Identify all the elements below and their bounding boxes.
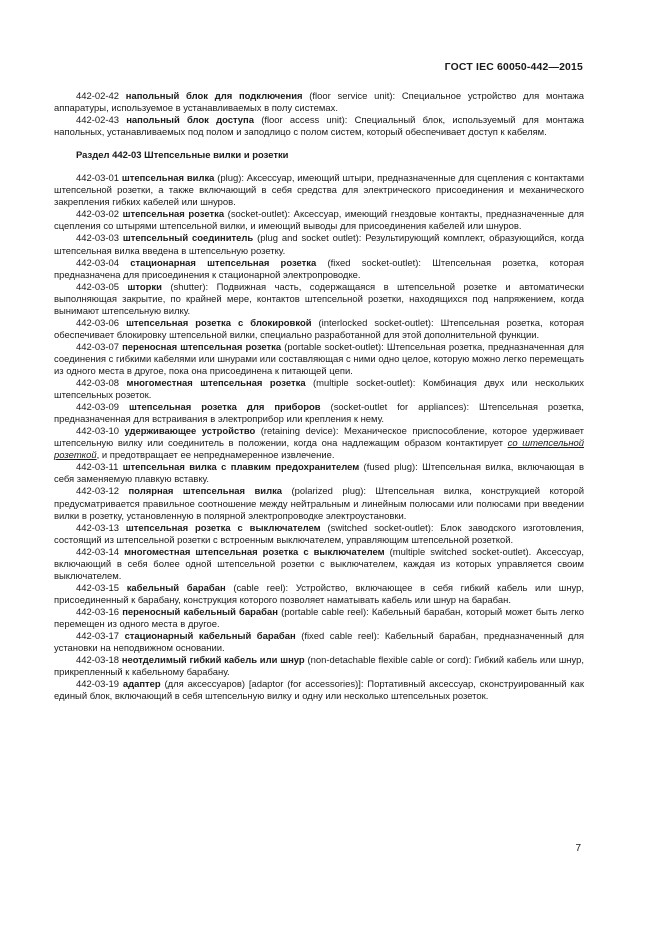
term-entry — [54, 486, 584, 522]
standard-header: ГОСТ IEC 60050-442—2015 — [444, 62, 583, 73]
term-definition: (switched socket-outlet): Блок заводского изготовления, состоящий из штепсельной розетки с встроенным выключателем, управляющим штепсельной розеткой. — [54, 522, 584, 546]
term-code: 442-03-01 — [76, 173, 120, 185]
term-definition: (polarized plug): Штепсельная вилка, конструкцией которой предусматривается правильное соотношение между нейтральным и линейным полюсами или полюсами при введении вилки в розетку, установленную в полярной электропроводке электроустановки. — [54, 486, 584, 522]
term-code: 442-03-05 — [76, 281, 120, 293]
document-body — [54, 91, 584, 703]
term-name: напольный блок доступа — [126, 115, 255, 127]
page-number: 7 — [575, 843, 581, 854]
term-entry — [54, 258, 584, 282]
term-entry — [54, 209, 584, 233]
term-code: 442-03-12 — [76, 486, 120, 498]
term-definition: (cable reel): Устройство, включающее в себя гибкий кабель или шнур, присоединенный к барабану, конструкция которого позволяет наматывать кабель или шнур на барабан. — [54, 582, 585, 606]
term-code: 442-03-06 — [76, 317, 120, 329]
term-code: 442-03-09 — [76, 402, 120, 414]
term-name: штепсельная вилка — [121, 173, 215, 185]
term-reference: со штепсельной розеткой — [54, 438, 585, 462]
term-definition: (socket-outlet): Аксессуар, имеющий гнездовые контакты, предназначенные для сцепления со штырями штепсельной вилки, и имеющий выводы для присоединения кабелей или шнуров. — [54, 209, 585, 233]
term-code: 442-02-43 — [76, 115, 120, 127]
term-entry — [54, 233, 584, 257]
term-name: переносный кабельный барабан — [122, 606, 278, 618]
term-code: 442-02-42 — [76, 91, 120, 102]
term-name: многоместная штепсельная розетка — [126, 378, 306, 390]
term-entry — [54, 679, 584, 703]
term-code: 442-03-02 — [76, 209, 120, 221]
term-definition: (fused plug): Штепсельная вилка, включающая в себя заменяемую плавкую вставку. — [54, 462, 585, 486]
term-name: штепсельная вилка с плавким предохранителем — [122, 462, 360, 474]
term-name: переносная штепсельная розетка — [122, 341, 282, 353]
term-definition: (для аксессуаров) [adaptor (for accessories)]: Портативный аксессуар, сконструированный как единый блок, включающий в себя штепсельную вилку и одну или несколько штепсельных розеток. — [54, 679, 585, 703]
term-name: штепсельный соединитель — [122, 233, 254, 245]
term-name: стационарная штепсельная розетка — [130, 257, 317, 269]
term-entry — [54, 91, 584, 115]
term-code: 442-03-17 — [76, 631, 120, 643]
term-entry — [54, 607, 584, 631]
term-definition-cont: , и предотвращает ее непреднамеренное извлечение. — [96, 450, 335, 462]
term-definition: (socket-outlet for appliances): Штепсельная розетка, предназначенная для встраивания в электроприбор или крепления к нему. — [54, 402, 584, 426]
entries-group-a — [54, 91, 584, 139]
term-name: стационарный кабельный барабан — [124, 631, 296, 643]
term-code: 442-03-19 — [76, 679, 120, 691]
term-code: 442-03-04 — [76, 257, 120, 269]
term-definition: (multiple switched socket-outlet). Аксессуар, включающий в себя более одной штепсельной розетки с выключателем, каждая из которых управляется своим выключателем. — [54, 546, 584, 582]
term-code: 442-03-14 — [76, 546, 120, 558]
term-entry — [54, 173, 584, 209]
term-code: 442-03-13 — [76, 522, 120, 534]
term-definition: (portable socket-outlet): Штепсельная розетка, предназначенная для соединения с гибкими кабелями или шнурами или составляющая с ними одно целое, которую можно легко перемещать из одного места в другое, пока она присоединена к питающей цепи. — [54, 341, 584, 377]
term-code: 442-03-07 — [76, 341, 120, 353]
entries-group-b — [54, 173, 584, 703]
term-name: удерживающее устройство — [124, 426, 256, 438]
term-name: многоместная штепсельная розетка с выключателем — [124, 546, 385, 558]
term-definition: (non-detachable flexible cable or cord): Гибкий кабель или шнур, прикрепленный к кабельному барабану. — [54, 655, 584, 679]
term-definition: (plug): Аксессуар, имеющий штыри, предназначенные для сцепления с контактами штепсельной розетки, а также включающий в себя средства для электрического присоединения и механического закрепления гибких кабелей или шнуров. — [54, 173, 584, 209]
term-name: кабельный барабан — [126, 582, 226, 594]
term-code: 442-03-18 — [76, 655, 120, 667]
term-definition: (interlocked socket-outlet): Штепсельная розетка, которая обеспечивает блокировку штепсельной вилки, специально разработанной для этой дополнительной функции. — [54, 317, 584, 341]
term-code: 442-03-03 — [76, 233, 120, 245]
term-entry — [54, 462, 584, 486]
term-name: полярная штепсельная вилка — [128, 486, 283, 498]
term-definition: (plug and socket outlet): Результирующий комплект, образующийся, когда штепсельная вилка введена в штепсельную розетку. — [54, 233, 584, 257]
term-entry — [54, 115, 584, 139]
term-name: штепсельная розетка — [122, 209, 225, 221]
term-entry — [54, 402, 584, 426]
term-name: адаптер — [122, 679, 161, 691]
term-name: шторки — [127, 281, 162, 293]
term-entry — [54, 426, 584, 462]
term-name: штепсельная розетка с блокировкой — [126, 317, 312, 329]
term-entry — [54, 318, 584, 342]
section-title: Раздел 442-03 Штепсельные вилки и розетки — [76, 150, 289, 162]
term-definition: (fixed socket-outlet): Штепсельная розетка, которая предназначена для присоединения к стационарной электропроводке. — [54, 257, 585, 281]
term-code: 442-03-10 — [76, 426, 120, 438]
term-definition: (retaining device): Механическое приспособление, которое удерживает штепсельную вилку или соединитель в положении, когда она надлежащим образом контактирует — [54, 426, 584, 450]
term-entry — [54, 523, 584, 547]
term-entry — [54, 282, 584, 318]
term-definition: (shutter): Подвижная часть, содержащаяся в штепсельной розетке и автоматически выполняющая закрытие, по крайней мере, контактов штепсельной розетки, находящихся под напряжением, когда вынимают штепсельную вилку. — [54, 281, 584, 317]
term-definition: (portable cable reel): Кабельный барабан, который может быть легко перемещен из одного места в другое. — [54, 606, 584, 630]
term-code: 442-03-11 — [76, 462, 119, 474]
term-name: штепсельная розетка с выключателем — [125, 522, 321, 534]
term-code: 442-03-08 — [76, 378, 120, 390]
term-name: неотделимый гибкий кабель или шнур — [121, 655, 305, 667]
term-entry — [54, 655, 584, 679]
term-name: напольный блок для подключения — [125, 91, 303, 102]
term-definition: (floor service unit): Специальное устройство для монтажа аппаратуры, используемое в устанавливаемых в полу системах. — [54, 91, 584, 115]
term-entry — [54, 547, 584, 583]
term-code: 442-03-16 — [76, 606, 120, 618]
term-definition: (multiple socket-outlet): Комбинация двух или нескольких штепсельных розеток. — [54, 378, 585, 402]
term-name: штепсельная розетка для приборов — [129, 402, 321, 414]
term-definition: (floor access unit): Специальный блок, используемый для монтажа напольных, устанавливаемых под полом и заподлицо с полом систем, который обеспечивает доступ к кабелям. — [54, 115, 584, 139]
term-code: 442-03-15 — [76, 582, 120, 594]
term-entry — [54, 378, 584, 402]
term-entry — [54, 583, 584, 607]
term-entry — [54, 631, 584, 655]
term-entry — [54, 342, 584, 378]
term-definition: (fixed cable reel): Кабельный барабан, предназначенный для установки на неподвижном основании. — [54, 631, 584, 655]
